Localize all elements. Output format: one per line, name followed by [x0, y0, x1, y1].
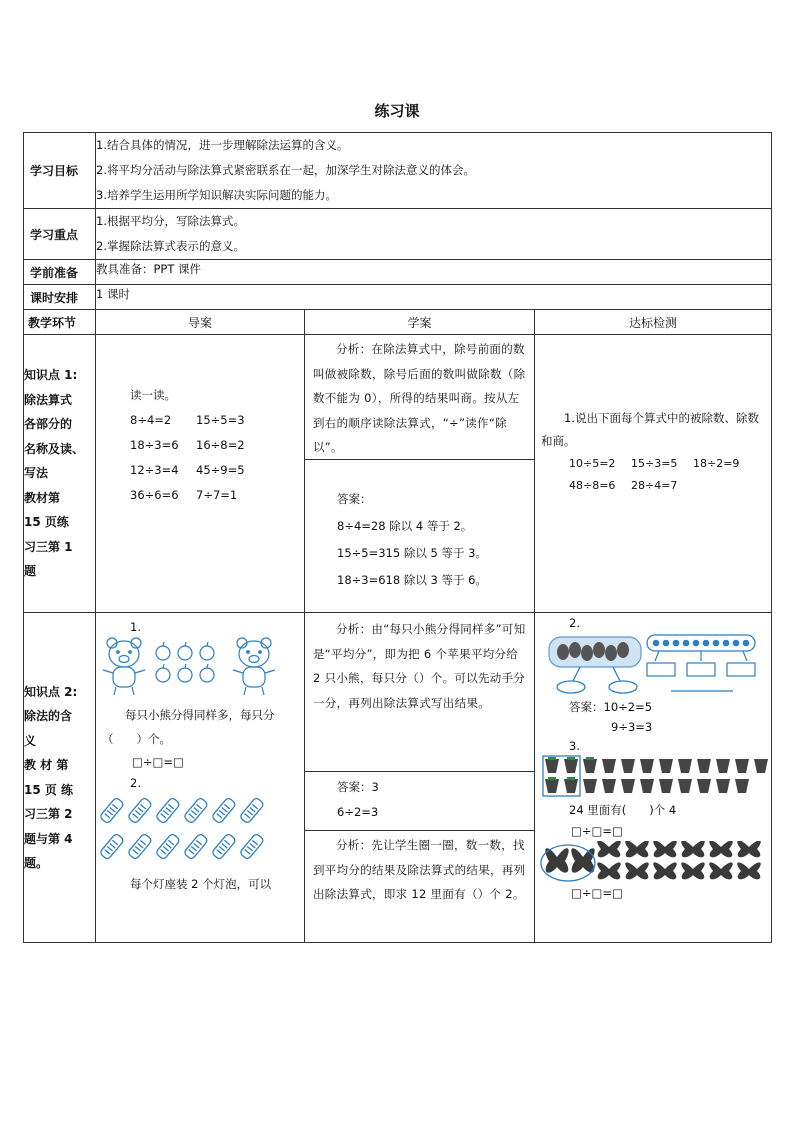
check-q2-answer: 答案：10÷2=5: [569, 700, 653, 714]
equation: 12÷3=4: [130, 463, 179, 477]
kp1-check-cell: [535, 335, 772, 613]
kp2-label: [24, 613, 96, 943]
kp1-check-question: 1.说出下面每个算式中的被除数、除数和商。: [541, 411, 759, 448]
kp1-guide-equations: [96, 408, 304, 508]
kp1-label-line: 15 页练: [24, 515, 69, 530]
kp1-label-line: 各部分的: [24, 417, 73, 432]
light-bulbs-illustration: [96, 793, 305, 871]
schedule-row: [24, 285, 772, 310]
kp1-study-answers: [305, 460, 534, 594]
answer-line: 15÷5=315 除以 5 等于 3。: [337, 546, 487, 560]
kp2-label-line: 教 材 第: [24, 758, 69, 772]
objective-item: 3.培养学生运用所学知识解决实际问题的能力。: [96, 188, 337, 202]
apple-icon: [156, 642, 214, 682]
q2-text: 每个灯座装 2 个灯泡，可以: [130, 877, 272, 891]
kp1-label-line: 除法算式: [24, 392, 73, 407]
q1-formula: □÷□=□: [132, 755, 184, 769]
header-teaching-stage: 教学环节: [24, 310, 96, 335]
dot-icon: [653, 640, 750, 647]
keypoint-item: 1.根据平均分，写除法算式。: [96, 214, 245, 228]
kp1-guide-cell: [96, 335, 305, 613]
equation: 7÷7=1: [196, 488, 238, 502]
kp2-label-line: 除法的含: [24, 709, 73, 723]
kp2-label-line: 15 页 练: [24, 782, 74, 797]
preparation-label: 学前准备: [24, 260, 96, 285]
grouping-diagram: [535, 631, 772, 697]
objectives-row: [24, 133, 772, 209]
keypoints-list: [96, 209, 772, 260]
answer-label: 答案：: [337, 492, 372, 506]
kp2-label-line: 题。: [24, 856, 49, 870]
kp2-study-cell: [305, 613, 535, 943]
kp2-guide-cell: [96, 613, 305, 943]
kp2-study-analysis-1: 分析：由“每只小熊分得同样多”可知是“平均分”，即为把 6 个苹果平均分给 2 只小熊，每只分（）个。可以先动手分一分，再列出除法算式写出结果。: [305, 613, 534, 772]
kp2-study-answer: [305, 772, 534, 831]
page-title: 练习课: [374, 102, 420, 120]
kp1-label-line: 知识点 1:: [24, 368, 78, 383]
header-check: 达标检测: [535, 310, 772, 335]
header-study: 学案: [305, 310, 535, 335]
equation: 8÷4=2: [130, 413, 172, 427]
equation: 18÷3=6: [130, 438, 179, 452]
kp1-label-line: 写法: [24, 466, 49, 481]
kp2-label-line: 习三第 2: [24, 807, 73, 821]
equation: 18÷2=9: [693, 457, 740, 470]
kp2-label-line: 知识点 2:: [24, 684, 78, 699]
preparation-value: 教具准备：PPT 课件: [96, 260, 772, 285]
answer-line: 18÷3=618 除以 3 等于 6。: [337, 573, 487, 587]
objective-item: 1.结合具体的情况，进一步理解除法运算的含义。: [96, 138, 349, 152]
equation: 10÷5=2: [569, 457, 616, 470]
keypoints-label: 学习重点: [24, 209, 96, 260]
equation: 15÷5=3: [196, 413, 245, 427]
section-header-row: [24, 310, 772, 335]
kp2-study-analysis-2: 分析：先让学生圈一圈，数一数，找到平均分的结果及除法算式的结果，再列出除法算式，即求 12 里面有（）个 2。: [313, 838, 526, 901]
schedule-label: 课时安排: [24, 285, 96, 310]
preparation-row: [24, 260, 772, 285]
keypoints-row: [24, 209, 772, 260]
objectives-label: 学习目标: [24, 133, 96, 209]
kp1-label: [24, 335, 96, 613]
butterflies-illustration: [535, 841, 772, 883]
kp1-row: [24, 335, 772, 613]
check-q3-formula-1: □÷□=□: [571, 824, 623, 838]
q2-number: 2.: [130, 776, 141, 790]
equation: 36÷6=6: [130, 488, 179, 502]
strawberries-illustration: [535, 755, 772, 799]
lesson-plan-table: [23, 132, 772, 943]
kp1-label-line: 教材第: [24, 490, 61, 505]
bears-apples-illustration: [96, 635, 305, 699]
equation: 16÷8=2: [196, 438, 245, 452]
kp1-guide-title: 读一读。: [130, 388, 176, 402]
equation: 48÷8=6: [569, 479, 616, 492]
kp2-label-line: 义: [24, 733, 37, 748]
bulb-icon: [99, 797, 264, 860]
bear-icon: [103, 638, 145, 695]
kp2-label-line: 题与第 4: [24, 831, 73, 846]
kp1-check-equations: [535, 453, 771, 497]
check-q3-formula-2: □÷□=□: [571, 886, 623, 900]
kp1-label-line: 题: [24, 564, 37, 579]
kp1-label-line: 习三第 1: [24, 539, 73, 554]
kp1-study-analysis: 分析：在除法算式中，除号前面的数叫做被除数，除号后面的数叫做除数（除数不能为 0），所得的结果叫商。按从左到右的顺序读除法算式，“÷”读作“除以”。: [305, 335, 534, 460]
q1-number: 1.: [130, 620, 141, 634]
bear-icon: [233, 638, 275, 695]
check-q2-number: 2.: [569, 616, 580, 630]
kp1-label-line: 名称及读、: [24, 441, 85, 456]
kp1-study-cell: [305, 335, 535, 613]
kp2-check-cell: [535, 613, 772, 943]
answer-line: 6÷2=3: [337, 805, 379, 819]
equation: 45÷9=5: [196, 463, 245, 477]
equation: 28÷4=7: [631, 479, 678, 492]
kp2-row: [24, 613, 772, 943]
check-q3-text: 24 里面有( )个 4: [569, 803, 677, 817]
answer-line: 8÷4=28 除以 4 等于 2。: [337, 519, 473, 533]
answer-label: 答案：3: [337, 780, 379, 794]
check-q2-answer-line: 9÷3=3: [611, 720, 653, 734]
header-guide: 导案: [96, 310, 305, 335]
strawberry-icon: [545, 759, 768, 793]
check-q3-number: 3.: [569, 739, 580, 753]
equation: 15÷3=5: [631, 457, 678, 470]
keypoint-item: 2.掌握除法算式表示的意义。: [96, 239, 245, 253]
q1-text: 每只小熊分得同样多，每只分（ ）个。: [102, 708, 275, 746]
objectives-list: [96, 133, 772, 209]
objective-item: 2.将平均分活动与除法算式紧密联系在一起，加深学生对除法意义的体会。: [96, 163, 475, 177]
schedule-value: 1 课时: [96, 285, 772, 310]
